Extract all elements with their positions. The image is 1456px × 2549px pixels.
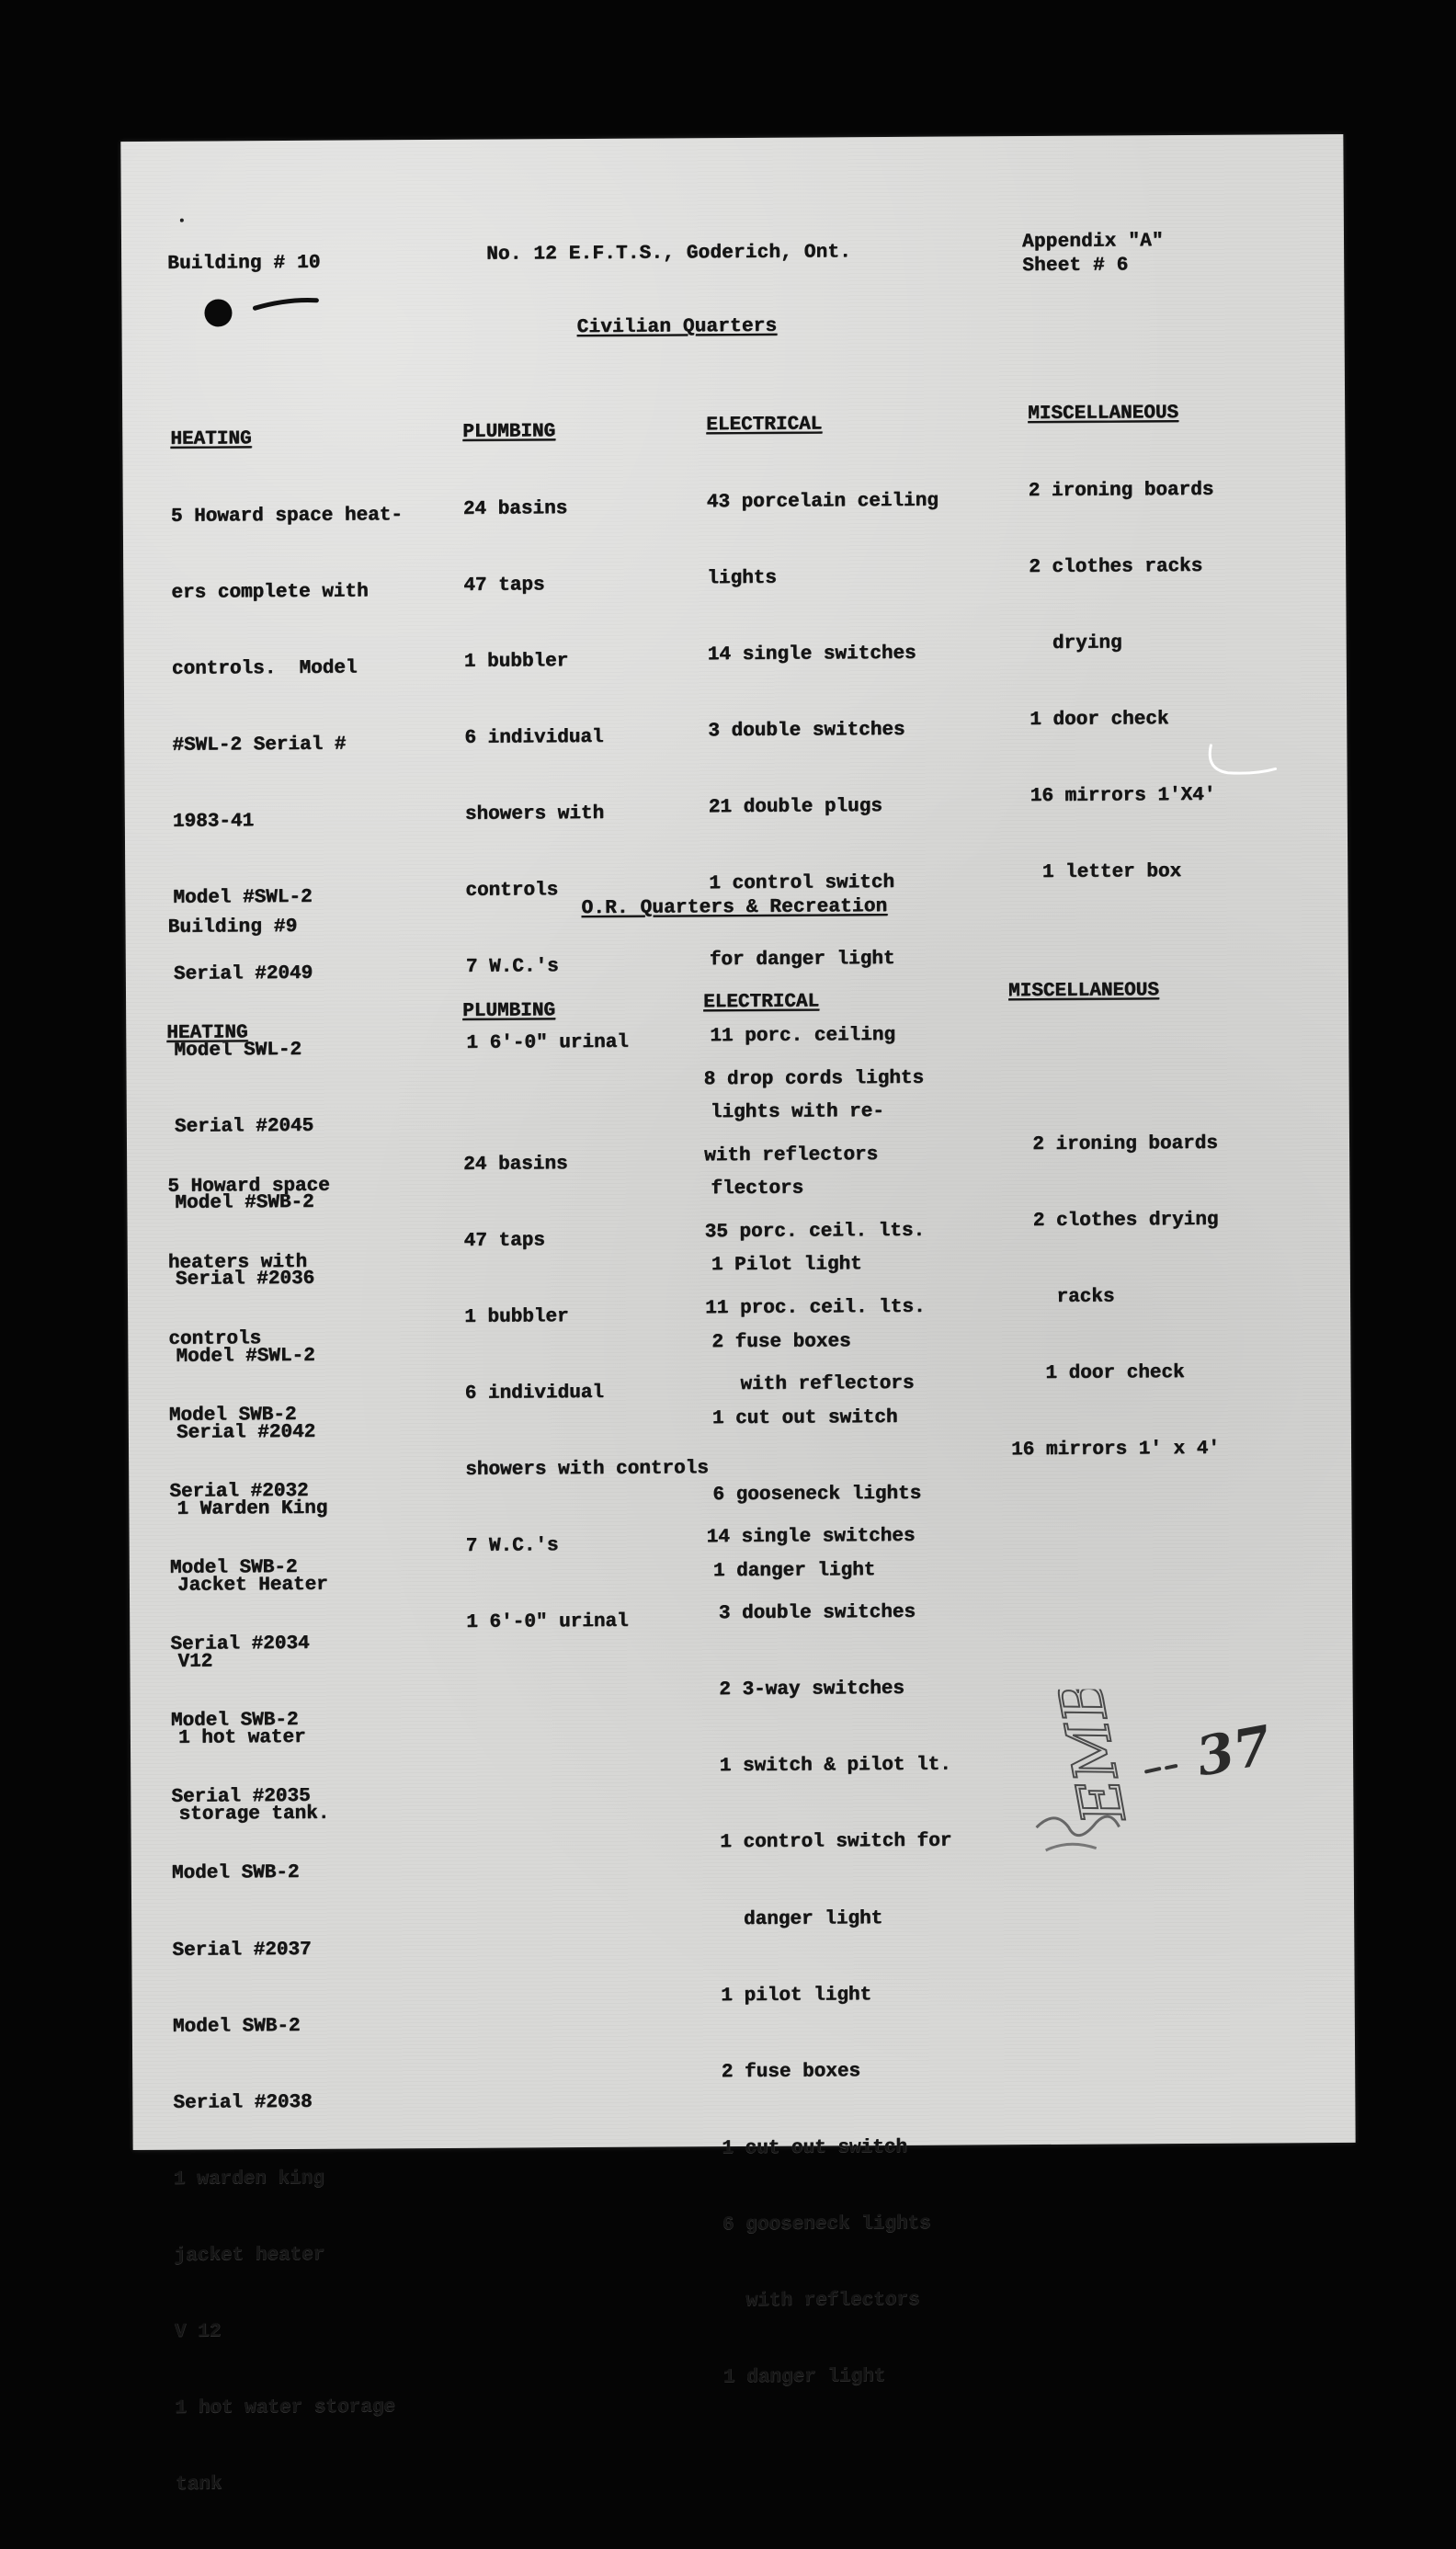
s2-electrical-line: 2 3-way switches [707, 1678, 904, 1701]
s2-electrical-line: with reflectors [704, 1144, 879, 1166]
punch-hole [204, 299, 232, 326]
svg-text:37: 37 [1191, 1713, 1276, 1789]
s2-heating-line: Model SWB-2 [172, 2015, 301, 2038]
s1-electrical-line: lights with re- [710, 1101, 884, 1124]
s1-heating-line: Model SWL-2 [174, 1040, 302, 1062]
s2-electrical-line [706, 1448, 950, 1474]
s2-heating-line: V 12 [174, 2321, 222, 2343]
s1-electrical-line: lights [707, 567, 777, 589]
s2-electrical-line: 6 gooseneck lights [711, 2213, 931, 2236]
s2-plumbing-line: 24 basins [463, 1153, 568, 1176]
s1-miscellaneous-line: drying [1029, 632, 1122, 654]
s1-plumbing-line: showers with [464, 802, 605, 825]
s2-miscellaneous-line: racks [1009, 1286, 1115, 1308]
s1-heating-line: 1983-41 [172, 811, 255, 833]
s2-miscellaneous-line [1008, 1054, 1217, 1081]
s2-electrical-line: with reflectors [705, 1372, 915, 1396]
s1-electrical-line: 2 fuse boxes [711, 1330, 851, 1353]
sheet-number: Sheet # 6 [1022, 255, 1129, 278]
s1-heating-line: 1 hot water [177, 1726, 306, 1749]
s2-electrical-line: 1 switch & pilot lt. [708, 1754, 951, 1778]
document-page [120, 134, 1355, 2496]
s2-electrical-line: 8 drop cords lights [703, 1067, 925, 1090]
appendix-label: Appendix "A" [1021, 231, 1164, 254]
svg-text:EMB: EMB [1046, 1688, 1140, 1828]
s2-heating-line: Serial #2038 [173, 2091, 313, 2114]
s2-plumbing-heading: PLUMBING [462, 1000, 556, 1023]
s2-heating-line: Model SWB-2 [170, 1710, 299, 1733]
s2-miscellaneous-heading: MISCELLANEOUS [1007, 980, 1159, 1003]
s1-plumbing-line: 6 individual [464, 726, 604, 749]
s1-electrical-line: 14 single switches [707, 643, 916, 666]
s2-electrical-line: 3 double switches [707, 1601, 916, 1625]
s1-miscellaneous-heading: MISCELLANEOUS [1028, 403, 1179, 426]
s2-electrical-line: 11 proc. ceil. lts. [705, 1296, 926, 1320]
s2-heating-line: Serial #2037 [172, 1939, 312, 1962]
s1-miscellaneous-line: 1 door check [1029, 708, 1169, 731]
s2-electrical-column [703, 939, 956, 2442]
s1-plumbing-heading: PLUMBING [462, 421, 556, 444]
s1-electrical-line: 21 double plugs [708, 795, 882, 819]
s1-heating-line: Serial #2042 [176, 1421, 316, 1444]
s1-heating-line: #SWL-2 Serial # [172, 734, 347, 757]
s2-building-number: Building #9 [167, 916, 298, 939]
s2-heating-line: Model SWB-2 [169, 1557, 298, 1579]
s2-heating-line: 1 warden king [173, 2168, 324, 2191]
s2-heating-column [166, 969, 396, 2549]
s1-electrical-line: 43 porcelain ceiling [706, 490, 938, 513]
s1-electrical-heading: ELECTRICAL [706, 414, 823, 437]
s1-plumbing-line: 24 basins [462, 497, 568, 520]
s2-miscellaneous-line: 1 door check [1010, 1361, 1185, 1385]
s1-heating-line: 5 Howard space heat- [170, 504, 403, 528]
s1-electrical-line: 1 danger light [712, 1559, 876, 1582]
s2-heating-line: tank [175, 2474, 222, 2496]
s1-plumbing-line: 1 6'-0" urinal [466, 1031, 629, 1054]
s2-electrical-line: 2 fuse boxes [710, 2060, 861, 2083]
s2-heating-heading: HEATING [166, 1022, 248, 1045]
s1-electrical-line: 1 cut out switch [711, 1406, 898, 1429]
s2-plumbing-line: 1 6'-0" urinal [466, 1610, 629, 1633]
s2-plumbing-column [462, 947, 711, 1687]
s1-miscellaneous-column [1028, 350, 1217, 937]
s2-electrical-line: 35 porc. ceil. lts. [704, 1220, 926, 1243]
s2-electrical-line: 1 cut out switch [710, 2136, 908, 2160]
s2-electrical-line: 14 single switches [706, 1525, 916, 1549]
s2-electrical-line: 1 pilot light [709, 1984, 872, 2007]
s2-heating-line: Model SWB-2 [168, 1404, 297, 1427]
s2-heating-line: heaters with [167, 1251, 308, 1274]
handwritten-annotation [999, 1688, 1276, 1892]
s2-plumbing-line: 7 W.C.'s [465, 1535, 559, 1557]
school-title: No. 12 E.F.T.S., Goderich, Ont. [486, 242, 852, 266]
s1-miscellaneous-line: 1 letter box [1030, 861, 1182, 884]
s1-heating-line: Model #SWL-2 [173, 886, 313, 909]
s1-heating-line: Serial #2045 [174, 1116, 314, 1138]
s2-miscellaneous-line: 2 ironing boards [1008, 1132, 1218, 1155]
s1-heating-heading: HEATING [170, 428, 252, 451]
s2-heating-line: controls [168, 1327, 262, 1350]
s2-plumbing-line: 1 bubbler [464, 1305, 569, 1328]
s1-plumbing-line: 47 taps [463, 574, 545, 597]
s2-electrical-line: danger light [709, 1907, 883, 1930]
s1-electrical-line: for danger light [709, 949, 895, 972]
s2-heating-line: 5 Howard space [167, 1175, 330, 1198]
s2-heating-spacer [167, 1097, 388, 1123]
section-title-civilian-quarters: Civilian Quarters [576, 315, 778, 339]
section-title-or-quarters: O.R. Quarters & Recreation [581, 896, 888, 920]
s2-electrical-heading: ELECTRICAL [703, 991, 820, 1014]
s2-heating-line: 1 hot water storage [175, 2396, 395, 2419]
margin-dot [176, 215, 195, 233]
s2-heating-line: Model SWB-2 [171, 1862, 300, 1885]
s1-heating-line: Serial #2036 [175, 1269, 315, 1292]
s2-plumbing-line: 6 individual [464, 1382, 604, 1405]
s1-heating-line: V12 [177, 1651, 213, 1673]
s1-plumbing-line: 7 W.C.'s [465, 956, 559, 978]
scratch-mark [1200, 741, 1282, 788]
s2-electrical-line: 1 danger light [711, 2366, 886, 2389]
s2-heating-line: Serial #2035 [171, 1786, 311, 1809]
s2-heating-line: Serial #2032 [169, 1480, 309, 1503]
s1-heating-line: 1 Warden King [176, 1497, 328, 1520]
s2-plumbing-line: showers with controls [465, 1458, 709, 1481]
s1-heating-line: Model #SWB-2 [175, 1192, 314, 1215]
s1-electrical-line: 3 double switches [708, 719, 905, 742]
s1-plumbing-line: controls [465, 880, 559, 902]
s1-miscellaneous-line: 2 clothes racks [1029, 555, 1203, 578]
building-number: Building # 10 [167, 252, 321, 275]
s1-heating-line: controls. Model [171, 657, 358, 680]
s2-heating-line: jacket heater [174, 2244, 325, 2267]
s1-heating-line: ers complete with [171, 581, 369, 604]
s2-heating-line: Serial #2034 [170, 1633, 310, 1656]
ink-stroke [250, 288, 324, 315]
s1-electrical-line: 6 gooseneck lights [712, 1483, 922, 1506]
s2-plumbing-spacer [463, 1075, 707, 1101]
s2-electrical-line: 1 control switch for [708, 1831, 952, 1854]
s2-electrical-line: with reflectors [711, 2289, 920, 2313]
s1-miscellaneous-line: 16 mirrors 1'X4' [1029, 784, 1216, 807]
s1-heating-line: Serial #2049 [173, 962, 313, 985]
s1-electrical-line: 11 porc. ceiling [710, 1025, 896, 1048]
s2-miscellaneous-line: 2 clothes drying [1009, 1209, 1219, 1232]
s1-electrical-line: 1 Pilot light [711, 1254, 862, 1277]
s1-plumbing-line: 1 bubbler [463, 650, 569, 673]
s2-miscellaneous-line: 16 mirrors 1' x 4' [1010, 1438, 1220, 1462]
s1-heating-line: Jacket Heater [176, 1574, 328, 1597]
s2-plumbing-line: 47 taps [463, 1229, 545, 1252]
s2-miscellaneous-column [1008, 927, 1221, 1514]
s1-miscellaneous-line: 2 ironing boards [1028, 479, 1214, 502]
s1-electrical-line: flectors [711, 1178, 804, 1201]
s1-electrical-line: 1 control switch [709, 871, 894, 895]
s1-heating-line: storage tank. [178, 1803, 330, 1826]
s1-heating-line: Model #SWL-2 [176, 1345, 315, 1368]
handwritten-mark-icon [999, 1688, 1276, 1892]
